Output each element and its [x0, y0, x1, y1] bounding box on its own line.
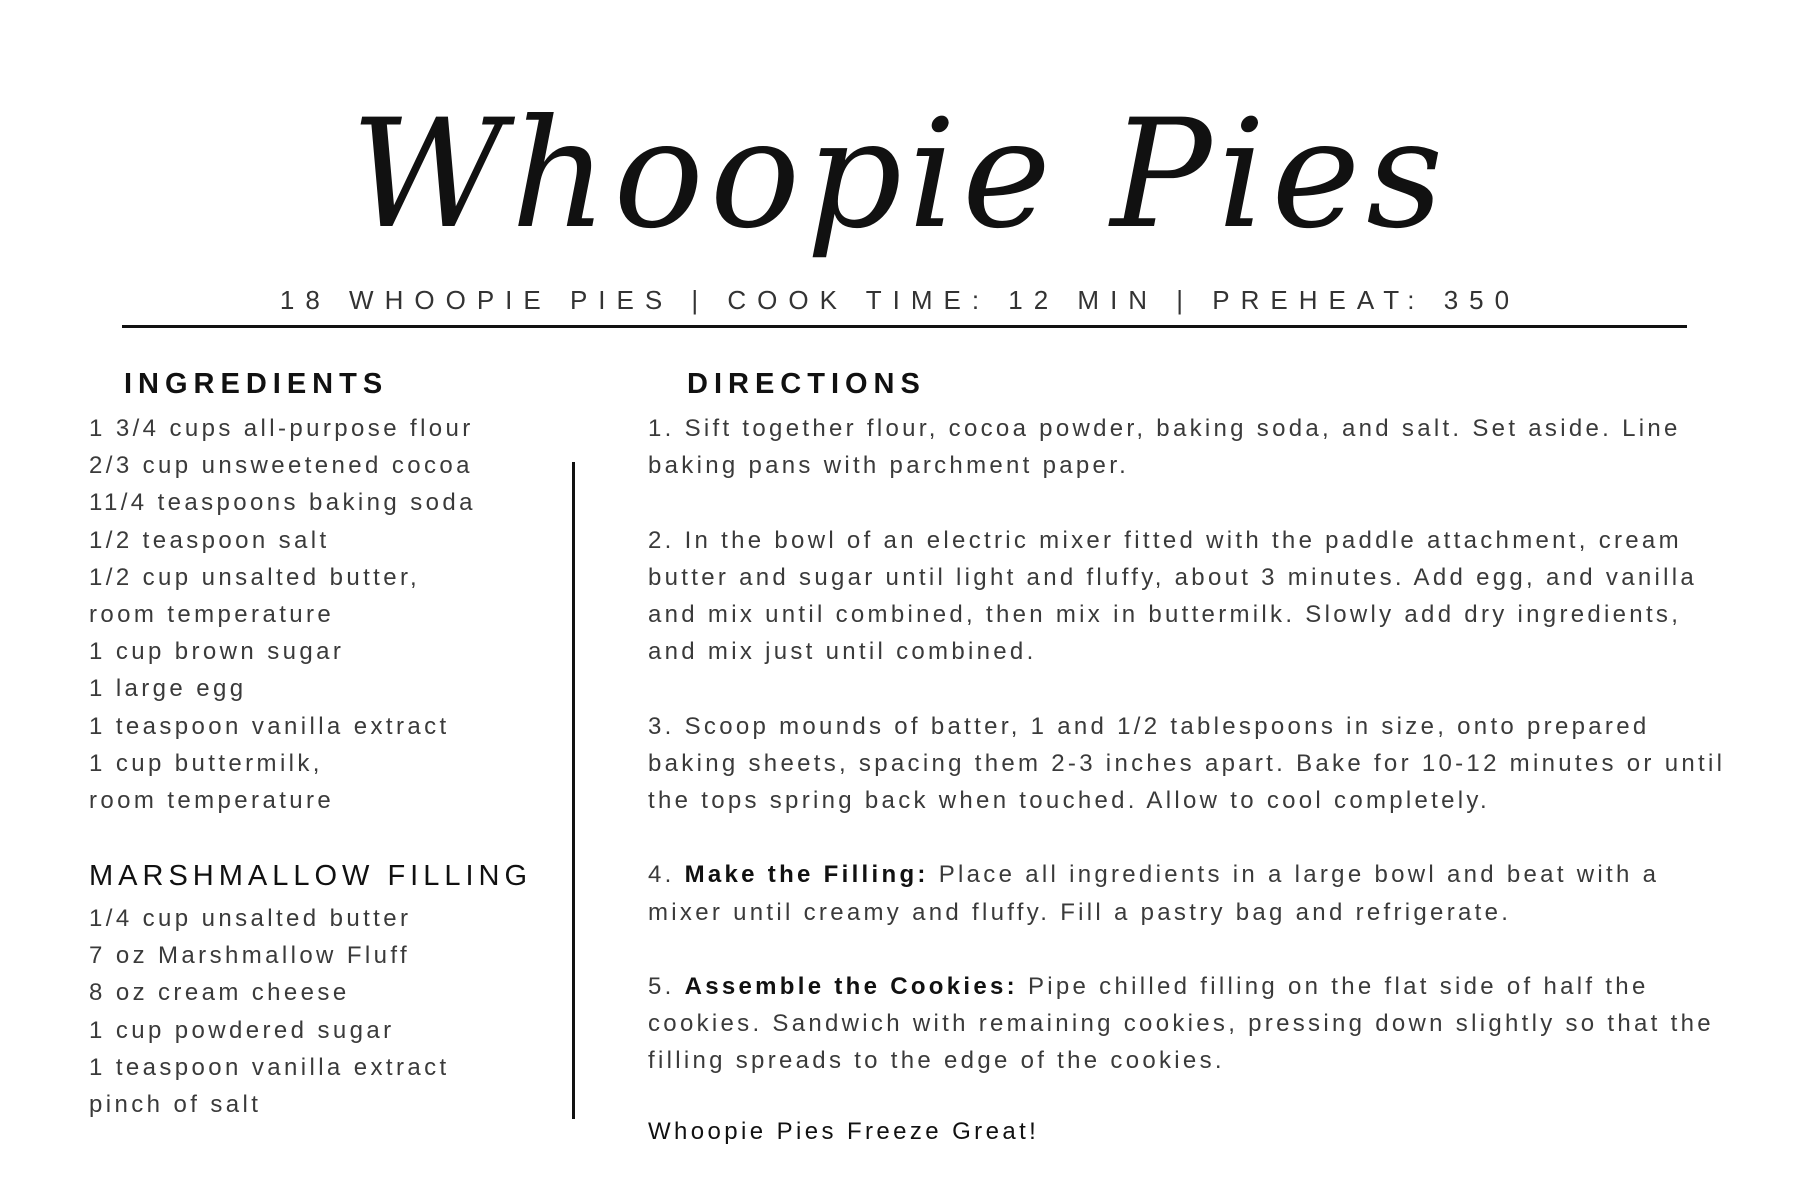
filling-item: 1 teaspoon vanilla extract [89, 1053, 450, 1081]
directions-steps [648, 410, 1738, 1117]
ingredient-item: 1 3/4 cups all-purpose flour [89, 415, 474, 442]
direction-step-5 [648, 968, 1738, 1080]
ingredient-item: 1 cup buttermilk, [89, 749, 323, 777]
direction-step-2 [648, 522, 1738, 671]
freeze-note: Whoopie Pies Freeze Great! [648, 1118, 1040, 1145]
ingredient-item: 1 cup brown sugar [89, 638, 345, 666]
filling-heading: MARSHMALLOW FILLING [89, 860, 533, 892]
step-text: Sift together flour, cocoa powder, baking soda, and salt. Set aside. Line baking pans with parchment paper. [648, 415, 1681, 480]
filling-item: 7 oz Marshmallow Fluff [89, 942, 411, 970]
step-text: Pipe chilled filling on the flat side of half the cookies. Sandwich with remaining cookies, pressing down slightly so that the filling spreads to the edge of the cookies. [648, 972, 1714, 1075]
step-number: 1. [648, 415, 685, 442]
header-rule [122, 325, 1687, 328]
ingredient-item: room temperature [89, 787, 335, 815]
filling-item: 8 oz cream cheese [89, 979, 350, 1007]
ingredient-item: room temperature [89, 601, 335, 629]
step-number: 5. [648, 972, 685, 1000]
step-number: 4. [648, 861, 685, 889]
step-bold-label: Make the Filling: [684, 861, 939, 889]
ingredient-item: 1 large egg [89, 675, 247, 703]
step-number: 3. [648, 712, 685, 740]
directions-heading: DIRECTIONS [687, 368, 926, 400]
ingredients-list [89, 410, 476, 819]
recipe-meta-line: 18 WHOOPIE PIES | COOK TIME: 12 MIN | PREHEAT: 350 [279, 285, 1521, 315]
ingredient-item: 1 teaspoon vanilla extract [89, 712, 450, 740]
filling-item: 1 cup powdered sugar [89, 1016, 395, 1044]
column-divider [572, 462, 575, 1119]
ingredients-heading: INGREDIENTS [124, 368, 389, 400]
filling-item: 1/4 cup unsalted butter [89, 905, 412, 932]
ingredient-item: 1/2 teaspoon salt [89, 526, 330, 554]
ingredient-item: 1/2 cup unsalted butter, [89, 563, 421, 591]
step-text: Scoop mounds of batter, 1 and 1/2 tablespoons in size, onto prepared baking sheets, spacing them 2-3 inches apart. Bake for 10-12 minutes or until the tops spring back when touched. Allow to cool completely. [648, 712, 1726, 814]
step-text: Place all ingredients in a large bowl and beat with a mixer until creamy and fluffy. Fill a pastry bag and refrigerate. [648, 861, 1660, 926]
direction-step-4 [648, 856, 1738, 930]
recipe-title: Whoopie Pies [350, 88, 1450, 262]
direction-step-1 [648, 410, 1738, 484]
step-bold-label: Assemble the Cookies: [684, 972, 1028, 1000]
step-number: 2. [648, 526, 685, 554]
filling-item: pinch of salt [89, 1091, 262, 1119]
ingredient-item: 11/4 teaspoons baking soda [89, 489, 476, 517]
filling-list [89, 900, 450, 1123]
step-text: In the bowl of an electric mixer fitted with the paddle attachment, cream butter and sugar until light and fluffy, about 3 minutes. Add egg, and vanilla and mix until combined, then mix in buttermilk. Slowly add dry ingredients, and mix just until combined. [648, 526, 1698, 666]
direction-step-3 [648, 708, 1738, 820]
ingredient-item: 2/3 cup unsweetened cocoa [89, 452, 473, 480]
